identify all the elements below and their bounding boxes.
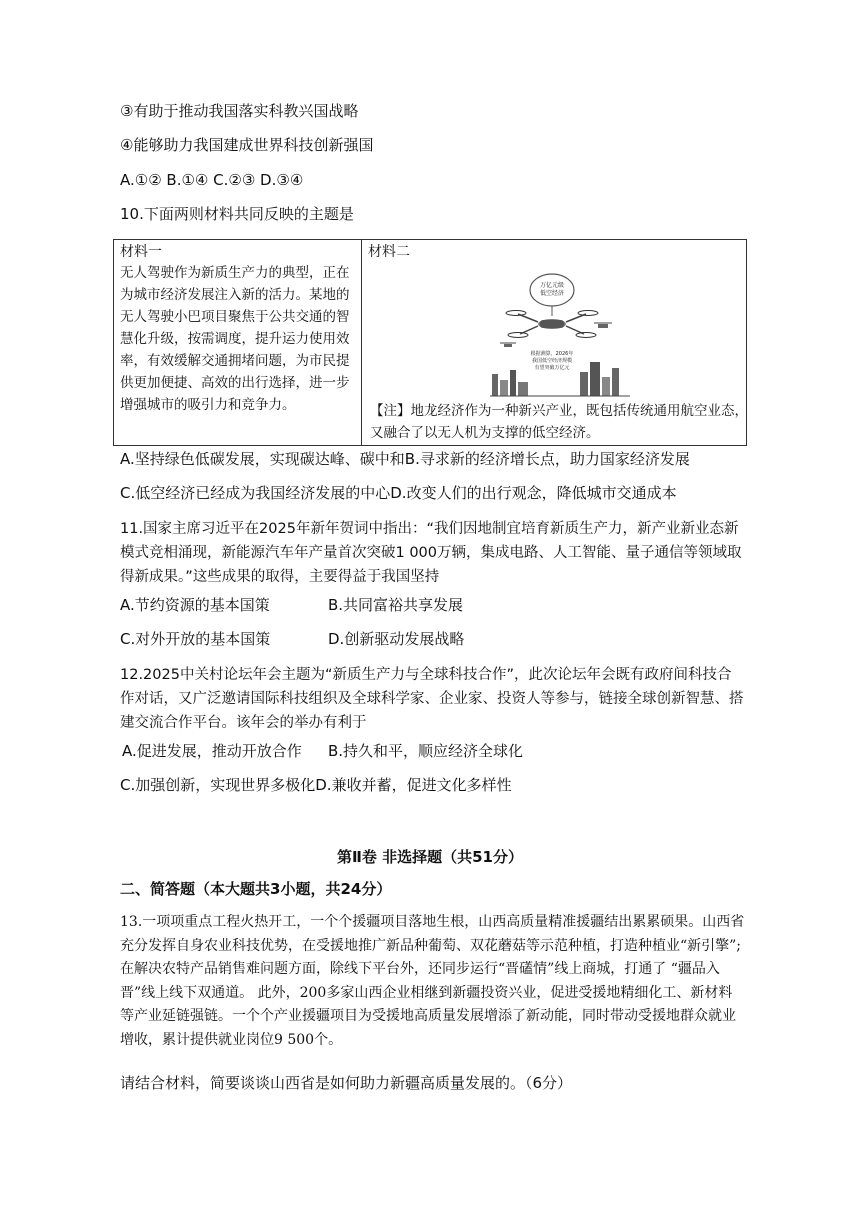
- q11-option-d: D.创新驱动发展战略: [328, 630, 465, 648]
- q11-option-a: A.节约资源的基本国策: [120, 596, 270, 614]
- q11-option-c: C.对外开放的基本国策: [120, 630, 271, 648]
- material-two-note: 【注】地龙经济作为一种新兴产业，既包括传统通用航空业态，又融合了以无人机为支撑的低空经济。: [370, 403, 748, 441]
- q10-option-b: B.寻求新的经济增长点，助力国家经济发展: [404, 450, 690, 468]
- q12-options-ab: [122, 741, 523, 761]
- q11-options-ab: [120, 595, 463, 615]
- illus-caption-line2: 我国低空经济规模: [531, 358, 573, 364]
- section-two-title: 第Ⅱ卷 非选择题（共51分）: [337, 848, 523, 866]
- illus-caption-line1: 根据测算，2026年: [530, 351, 574, 357]
- q12-options-cd: [120, 775, 512, 795]
- illus-caption-line3: 有望突破万亿元: [534, 365, 570, 371]
- q10-option-a: A.坚持绿色低碳发展，实现碳达峰、碳中和: [120, 450, 405, 468]
- q11-options-cd: [120, 629, 464, 649]
- q12-option-c: C.加强创新，实现世界多极化: [120, 776, 316, 794]
- q10-material-table: [113, 239, 747, 446]
- q10-stem: 10.下面两则材料共同反映的主题是: [120, 205, 354, 223]
- illus-bubble-line2: 低空经济: [539, 290, 565, 297]
- q9-choices: A.①② B.①④ C.②③ D.③④: [120, 171, 304, 189]
- material-two-title: 材料二: [368, 244, 410, 260]
- q11-stem: 11.国家主席习近平在2025年新年贺词中指出：“我们因地制宜培育新质生产力，新产业新业态新模式竞相涌现，新能源汽车年产量首次突破1 000万辆，集成电路、人工智能、量子通信等领域取得新成果。”这些成果的取得，主要得益于我国坚持: [120, 521, 742, 585]
- illus-bubble-line1: 万亿元级: [539, 282, 565, 289]
- part-two-title: 二、简答题（本大题共3小题，共24分）: [120, 880, 392, 898]
- q12-option-a: A.促进发展，推动开放合作: [122, 742, 302, 760]
- material-one-text: 无人驾驶作为新质生产力的典型，正在为城市经济发展注入新的活力。某地的无人驾驶小巴项目聚焦于公共交通的智慧化升级，按需调度，提升运力使用效率，有效缓解交通拥堵问题，为市民提供更加便捷、高效的出行选择，进一步增强城市的吸引力和竞争力。: [120, 265, 350, 413]
- q13-question: 请结合材料，简要谈谈山西省是如何助力新疆高质量发展的。（6分）: [120, 1074, 573, 1092]
- drone-city-illustration: [490, 262, 630, 397]
- q9-option-4: ④能够助力我国建成世界科技创新强国: [120, 136, 374, 154]
- q12-stem: 12.2025中关村论坛年会主题为“新质生产力与全球科技合作”，此次论坛年会既有政府间科技合作对话，又广泛邀请国际科技组织及全球科学家、企业家、投资人等参与，链接全球创新智慧、搭建交流合作平台。该年会的举办有利于: [120, 667, 744, 731]
- material-one-title: 材料一: [120, 244, 162, 260]
- material-one-cell: [114, 240, 362, 446]
- q10-options-cd: [120, 483, 677, 503]
- q13-stem: 13.一项项重点工程火热开工，一个个援疆项目落地生根，山西高质量精准援疆结出累累硕果。山西省充分发挥自身农业科技优势，在受援地推广新品种葡萄、双花蘑菇等示范种植，打造种植业“新引擎”;在解决农特产品销售难问题方面，除线下平台外，还同步运行“晋礚情”线上商城，打通了 “疆品入晋”线上线下双通道。 此外，200多家山西企业相继到新疆投资兴业，促进受援地精细化工、新材料等产业延链强链。一个个产业援疆项目为受援地高质量发展增添了新动能，同时带动受援地群众就业增收，累计提供就业岗位9 500个。: [120, 914, 745, 1048]
- q10-options-ab: [120, 449, 690, 469]
- q12-option-b: B.持久和平，顺应经济全球化: [328, 742, 524, 760]
- q10-option-d: D.改变人们的出行观念，降低城市交通成本: [390, 484, 677, 502]
- low-altitude-economy-illustration: [490, 262, 630, 401]
- q10-option-c: C.低空经济已经成为我国经济发展的中心: [120, 484, 391, 502]
- q11-option-b: B.共同富裕共享发展: [328, 596, 464, 614]
- material-two-cell: [362, 240, 747, 446]
- q9-option-3: ③有助于推动我国落实科教兴国战略: [120, 102, 359, 120]
- q12-option-d: D.兼收并蓄，促进文化多样性: [315, 776, 512, 794]
